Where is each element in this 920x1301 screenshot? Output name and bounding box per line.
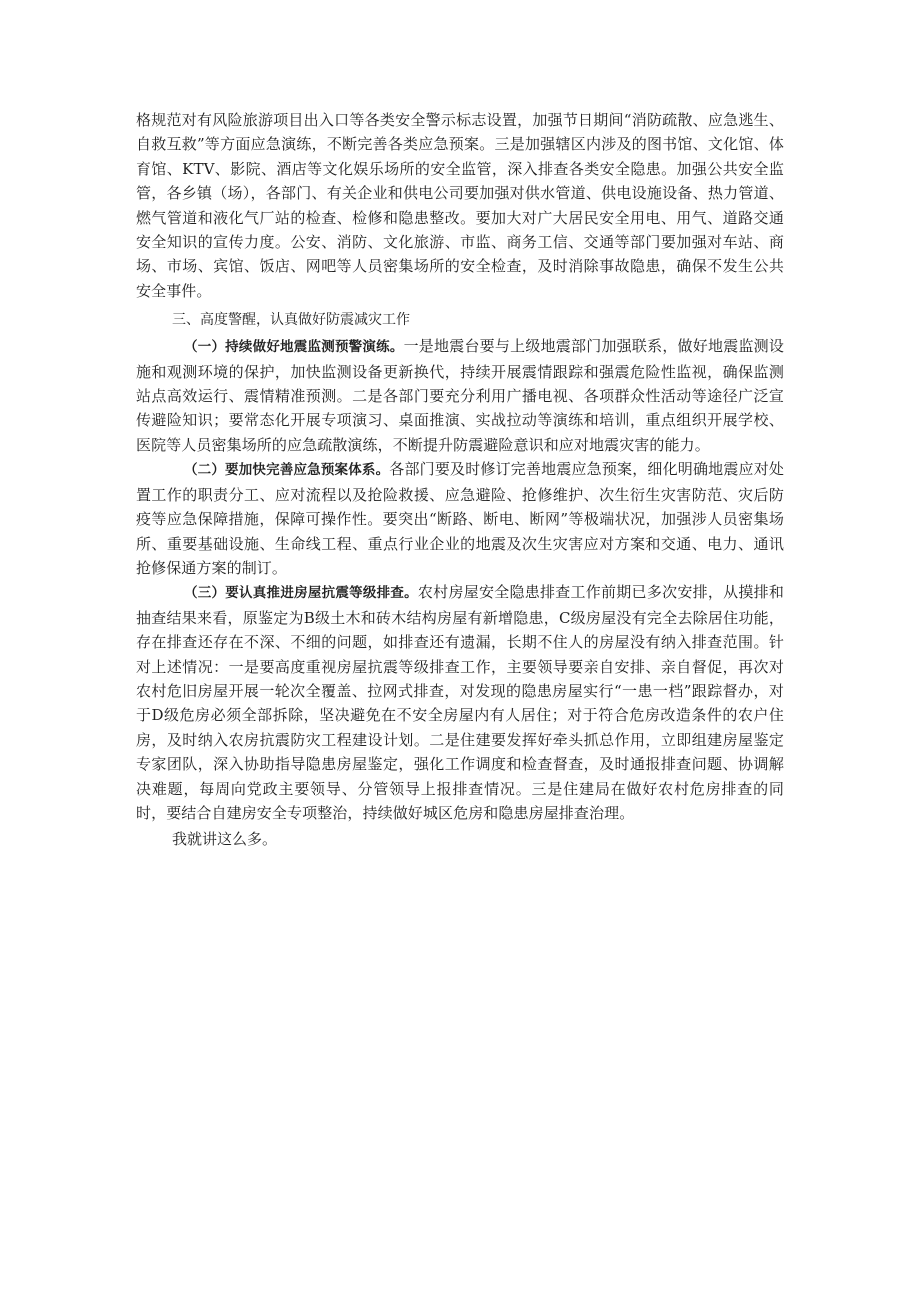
intro-paragraph: 格规范对有风险旅游项目出入口等各类安全警示标志设置，加强节日期间“消防疏散、应急逃生、自救互救”等方面应急演练，不断完善各类应急预案。三是加强辖区内涉及的图书馆、文化馆、体育馆、KTV、影院、酒店等文化娱乐场所的安全监管，深入排查各类安全隐患。加强公共安全监管，各乡镇（场），各部门、有关企业和供电公司要加强对供水管道、供电设施设备、热力管道、燃气管道和液化气厂站的检查、检修和隐患整改。要加大对广大居民安全用电、用气、道路交通安全知识的宣传力度。公安、消防、文化旅游、市监、商务工信、交通等部门要加强对车站、商场、市场、宾馆、饭店、网吧等人员密集场所的安全检查，及时消除事故隐患，确保不发生公共安全事件。: [136, 111, 784, 300]
subsection-paragraph-1: [136, 334, 784, 457]
subsection-lead-2: （二）要加快完善应急预案体系。: [184, 462, 390, 479]
subsection-paragraph-3: [136, 580, 784, 825]
subsection-paragraph-2: [136, 457, 784, 580]
subsection-lead-3: （三）要认真推进房屋抗震等级排查。: [184, 585, 418, 602]
document-page: [136, 108, 784, 851]
subsection-body-3: 农村房屋安全隐患排查工作前期已多次安排，从摸排和抽查结果来看，原鉴定为B级土木和砖木结构房屋有新增隐患，C级房屋没有完全去除居住功能，存在排查还存在不深、不细的问题，如排查还有遗漏，长期不住人的房屋没有纳入排查范围。针对上述情况：一是要高度重视房屋抗震等级排查工作，主要领导要亲自安排、亲自督促，再次对农村危旧房屋开展一轮次全覆盖、拉网式排查，对发现的隐患房屋实行“一患一档”跟踪督办，对于D级危房必须全部拆除，坚决避免在不安全房屋内有人居住；对于符合危房改造条件的农户住房，及时纳入农房抗震防灾工程建设计划。二是住建要发挥好牵头抓总作用，立即组建房屋鉴定专家团队，深入协助指导隐患房屋鉴定，强化工作调度和检查督查，及时通报排查问题、协调解决难题，每周向党政主要领导、分管领导上报排查情况。三是住建局在做好农村危房排查的同时，要结合自建房安全专项整治，持续做好城区危房和隐患房屋排查治理。: [136, 583, 784, 822]
subsection-body-1: 一是地震台要与上级地震部门加强联系，做好地震监测设施和观测环境的保护，加快监测设备更新换代，持续开展震情跟踪和强震危险性监视，确保监测站点高效运行、震情精准预测。二是各部门要充分利用广播电视、各项群众性活动等途径广泛宣传避险知识；要常态化开展专项演习、桌面推演、实战拉动等演练和培训，重点组织开展学校、医院等人员密集场所的应急疏散演练，不断提升防震避险意识和应对地震灾害的能力。: [136, 337, 784, 454]
subsection-lead-1: （一）持续做好地震监测预警演练。: [184, 339, 404, 356]
closing-remark: 我就讲这么多。: [172, 830, 278, 849]
subsection-body-2: 各部门要及时修订完善地震应急预案，细化明确地震应对处置工作的职责分工、应对流程以及抢险救援、应急避险、抢修维护、次生衍生灾害防范、灾后防疫等应急保障措施，保障可操作性。要突出“断路、断电、断网”等极端状况，加强涉人员密集场所、重要基础设施、生命线工程、重点行业企业的地震及次生灾害应对方案和交通、电力、通讯抢修保通方案的制订。: [136, 460, 785, 577]
section-heading: 三、高度警醒，认真做好防震减灾工作: [172, 312, 410, 329]
